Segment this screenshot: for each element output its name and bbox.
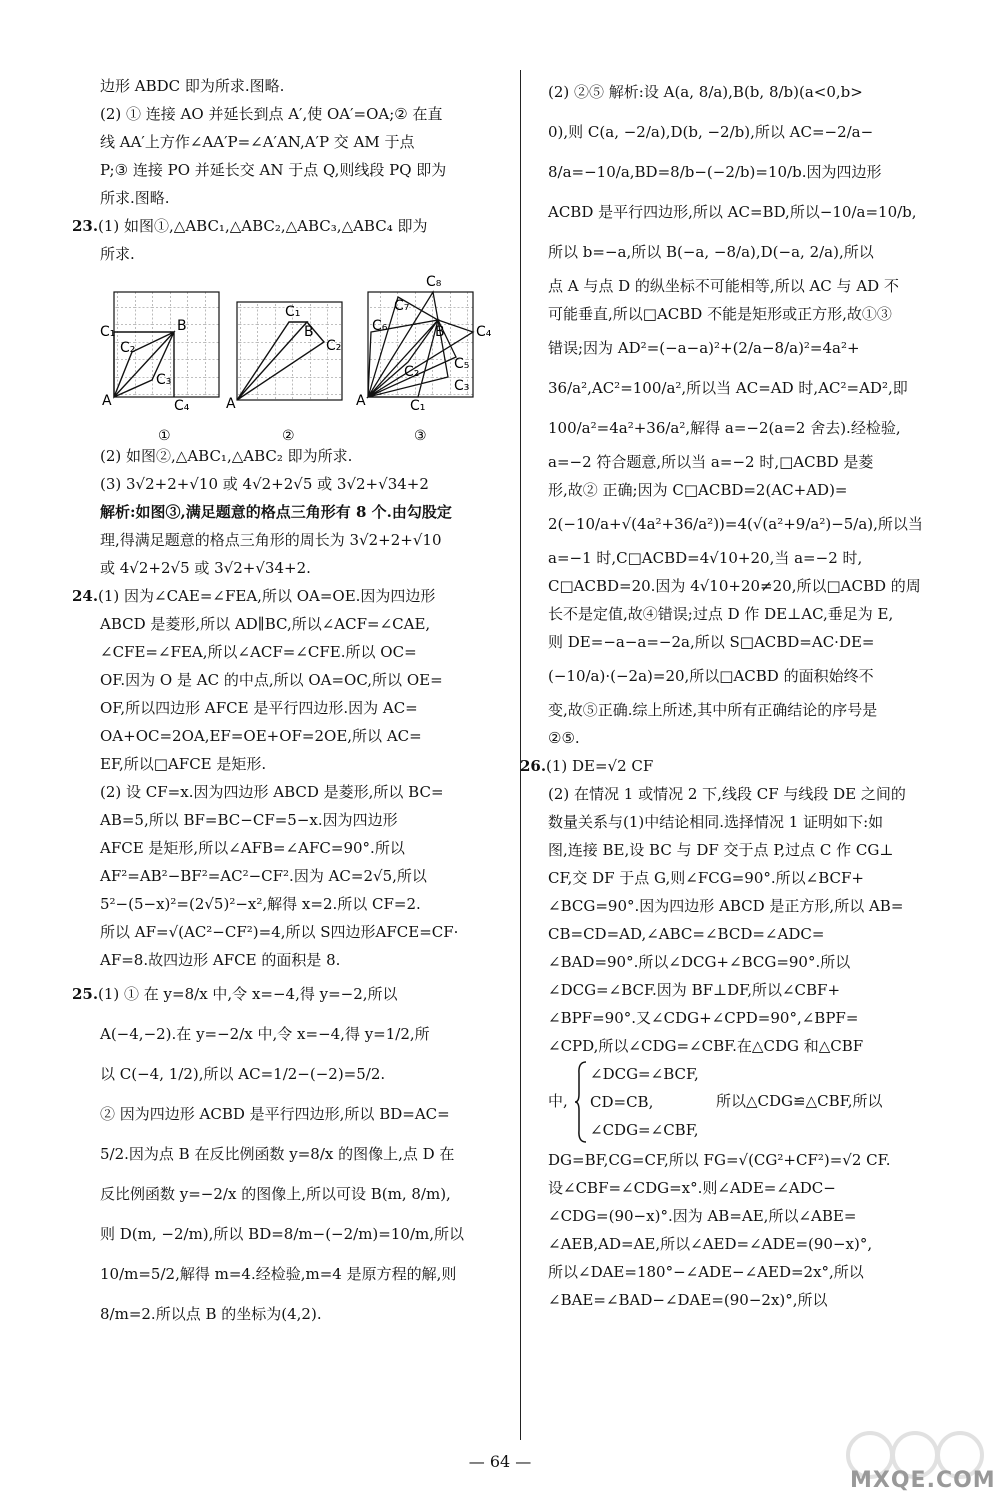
text-line: ②⑤. bbox=[548, 729, 580, 747]
text-line: 2(−10/a+√(4a²+36/a²))=4(√(a²+9/a²)−5/a),所以当 bbox=[548, 515, 923, 533]
text-line: 反比例函数 y=−2/x 的图像上,所以可设 B(m, 8/m), bbox=[100, 1185, 451, 1203]
text-line: 错误;因为 AD²=(−a−a)²+(2/a−8/a)²=4a²+ bbox=[548, 339, 860, 357]
text-line: 形,故② 正确;因为 C□ACBD=2(AC+AD)= bbox=[548, 481, 848, 499]
label-C4: C₄ bbox=[174, 398, 190, 414]
text-span: (1) DE=√2 CF bbox=[546, 757, 654, 775]
text-line: 以 C(−4, 1/2),所以 AC=1/2−(−2)=5/2. bbox=[100, 1065, 386, 1083]
grid-figures bbox=[100, 272, 500, 442]
text-line: CF,交 DF 于点 G,则∠FCG=90°.所以∠BCF+ bbox=[548, 869, 864, 887]
text-line: 100/a²=4a²+36/a²,解得 a=−2(a=2 舍去).经检验, bbox=[548, 419, 901, 437]
question-number: 24. bbox=[72, 587, 99, 605]
text-line: ∠CPD,所以∠CDG=∠CBF.在△CDG 和△CBF bbox=[548, 1037, 864, 1055]
left-column bbox=[72, 72, 500, 1334]
question-23-line bbox=[72, 212, 500, 240]
text-line: 设∠CBF=∠CDG=x°.则∠ADE=∠ADC− bbox=[548, 1179, 836, 1197]
text-line: a=−1 时,C□ACBD=4√10+20,当 a=−2 时, bbox=[548, 549, 863, 567]
question-number: 23. bbox=[72, 217, 99, 235]
text-line: (2) ②⑤ 解析:设 A(a, 8/a),B(b, 8/b)(a<0,b> bbox=[548, 83, 863, 101]
text-line: AF²=AB²−BF²=AC²−CF².因为 AC=2√5,所以 bbox=[100, 867, 427, 885]
text-line: 0),则 C(a, −2/a),D(b, −2/b),所以 AC=−2/a− bbox=[548, 123, 874, 141]
question-25-line bbox=[72, 974, 500, 1014]
text-line: CB=CD=AD,∠ABC=∠BCD=∠ADC= bbox=[548, 925, 825, 943]
text-line: 5/2.因为点 B 在反比例函数 y=8/x 的图像上,点 D 在 bbox=[100, 1145, 455, 1163]
text-line: 10/m=5/2,解得 m=4.经检验,m=4 是原方程的解,则 bbox=[100, 1265, 457, 1283]
text-line: ∠CFE=∠FEA,所以∠ACF=∠CFE.所以 OC= bbox=[100, 643, 417, 661]
label-B: B bbox=[304, 324, 314, 340]
text-line: A(−4,−2).在 y=−2/x 中,令 x=−4,得 y=1/2,所 bbox=[100, 1025, 430, 1043]
label-B: B bbox=[435, 324, 445, 340]
system-conclusion: 所以△CDG≌△CBF,所以 bbox=[716, 1092, 883, 1110]
text-line: 可能垂直,所以□ACBD 不能是矩形或正方形,故①③ bbox=[548, 305, 892, 323]
text-line: ∠CDG=(90−x)°.因为 AB=AE,所以∠ABE= bbox=[548, 1207, 857, 1225]
text-line: 数量关系与(1)中结论相同.选择情况 1 证明如下:如 bbox=[548, 813, 884, 831]
text-line: (2) 在情况 1 或情况 2 下,线段 CF 与线段 DE 之间的 bbox=[548, 785, 906, 803]
system-row: ∠DCG=∠BCF, bbox=[590, 1065, 699, 1083]
text-line: (2) 设 CF=x.因为四边形 ABCD 是菱形,所以 BC= bbox=[100, 783, 444, 801]
text-span: (1) 因为∠CAE=∠FEA,所以 OA=OE.因为四边形 bbox=[98, 587, 436, 605]
figure-caption-3: ③ bbox=[414, 428, 427, 444]
figure-3 bbox=[356, 274, 492, 444]
text-line: 图,连接 BE,设 BC 与 DF 交于点 P,过点 C 作 CG⊥ bbox=[548, 841, 894, 859]
text-line: 则 D(m, −2/m),所以 BD=8/m−(−2/m)=10/m,所以 bbox=[100, 1225, 464, 1243]
text-line: 8/a=−10/a,BD=8/b−(−2/b)=10/b.因为四边形 bbox=[548, 163, 882, 181]
label-C6: C₆ bbox=[372, 318, 388, 334]
question-24-line bbox=[72, 582, 500, 610]
text-span: (1) 如图①,△ABC₁,△ABC₂,△ABC₃,△ABC₄ 即为 bbox=[98, 217, 428, 235]
text-line: (3) 3√2+2+√10 或 4√2+2√5 或 3√2+√34+2 bbox=[100, 475, 429, 493]
label-C2: C₂ bbox=[120, 340, 136, 356]
text-line: 所以 AF=√(AC²−CF²)=4,所以 S四边形AFCE=CF· bbox=[100, 923, 459, 941]
text-line: 36/a²,AC²=100/a²,所以当 AC=AD 时,AC²=AD²,即 bbox=[548, 379, 908, 397]
text-line: 所以∠DAE=180°−∠ADE−∠AED=2x°,所以 bbox=[548, 1263, 864, 1281]
text-line: ∠AEB,AD=AE,所以∠AED=∠ADE=(90−x)°, bbox=[548, 1235, 873, 1253]
figure-2 bbox=[226, 302, 342, 444]
label-C5: C₅ bbox=[454, 356, 470, 372]
text-line: OA+OC=2OA,EF=OE+OF=2OE,所以 AC= bbox=[100, 727, 422, 745]
brace-icon bbox=[574, 1060, 588, 1144]
question-number: 26. bbox=[520, 757, 547, 775]
text-line: AB=5,所以 BF=BC−CF=5−x.因为四边形 bbox=[100, 811, 398, 829]
text-line: EF,所以□AFCE 是矩形. bbox=[100, 755, 267, 773]
text-line: 8/m=2.所以点 B 的坐标为(4,2). bbox=[100, 1305, 322, 1323]
system-prefix: 中, bbox=[548, 1092, 568, 1110]
question-26-line bbox=[520, 752, 948, 780]
system-row: ∠CDG=∠CBF, bbox=[590, 1121, 699, 1139]
label-C2: C₂ bbox=[326, 338, 342, 354]
text-line: 解析:如图③,满足题意的格点三角形有 8 个.由勾股定 bbox=[100, 503, 452, 521]
figure-1 bbox=[100, 292, 219, 444]
text-line: 所求. bbox=[100, 245, 135, 263]
text-line: (2) ① 连接 AO 并延长到点 A′,使 OA′=OA;② 在直 bbox=[100, 105, 443, 123]
text-line: ∠DCG=∠BCF.因为 BF⊥DF,所以∠CBF+ bbox=[548, 981, 841, 999]
text-line: C□ACBD=20.因为 4√10+20≠20,所以□ACBD 的周 bbox=[548, 577, 921, 595]
figure-caption-2: ② bbox=[282, 428, 295, 444]
page-number: — 64 — bbox=[468, 1452, 532, 1471]
text-line: a=−2 符合题意,所以当 a=−2 时,□ACBD 是菱 bbox=[548, 453, 874, 471]
label-C1: C₁ bbox=[100, 324, 116, 340]
question-number: 25. bbox=[72, 985, 99, 1003]
text-line: P;③ 连接 PO 并延长交 AN 于点 Q,则线段 PQ 即为 bbox=[100, 161, 447, 179]
text-line: ∠BAE=∠BAD−∠DAE=(90−2x)°,所以 bbox=[548, 1291, 828, 1309]
system-row: CD=CB, bbox=[590, 1093, 654, 1111]
label-C8: C₈ bbox=[426, 274, 442, 290]
equation-system bbox=[548, 1060, 948, 1146]
text-line: DG=BF,CG=CF,所以 FG=√(CG²+CF²)=√2 CF. bbox=[548, 1151, 891, 1169]
watermark-text: MXQE.COM bbox=[850, 1468, 996, 1493]
figure-caption-1: ① bbox=[158, 428, 171, 444]
grid-figures-svg bbox=[100, 272, 500, 442]
text-line: ∠BPF=90°.又∠CDG+∠CPD=90°,∠BPF= bbox=[548, 1009, 859, 1027]
text-line: OF.因为 O 是 AC 的中点,所以 OA=OC,所以 OE= bbox=[100, 671, 443, 689]
label-C3: C₃ bbox=[454, 378, 470, 394]
text-line: 则 DE=−a−a=−2a,所以 S□ACBD=AC·DE= bbox=[548, 633, 875, 651]
text-line: 线 AA′上方作∠AA′P=∠A′AN,A′P 交 AM 于点 bbox=[100, 133, 415, 151]
text-line: 理,得满足题意的格点三角形的周长为 3√2+2+√10 bbox=[100, 531, 442, 549]
text-line: (−10/a)·(−2a)=20,所以□ACBD 的面积始终不 bbox=[548, 667, 874, 685]
text-line: 或 4√2+2√5 或 3√2+√34+2. bbox=[100, 559, 311, 577]
text-line: 5²−(5−x)²=(2√5)²−x²,解得 x=2.所以 CF=2. bbox=[100, 895, 421, 913]
text-line: ∠BCG=90°.因为四边形 ABCD 是正方形,所以 AB= bbox=[548, 897, 904, 915]
label-B: B bbox=[177, 318, 187, 334]
label-C2: C₂ bbox=[404, 364, 420, 380]
label-A: A bbox=[102, 393, 112, 409]
label-A: A bbox=[226, 396, 236, 412]
label-C1: C₁ bbox=[410, 398, 426, 414]
text-line: ABCD 是菱形,所以 AD∥BC,所以∠ACF=∠CAE, bbox=[100, 615, 431, 633]
label-C4: C₄ bbox=[476, 324, 492, 340]
text-line: 所求.图略. bbox=[100, 189, 170, 207]
text-span: (1) ① 在 y=8/x 中,令 x=−4,得 y=−2,所以 bbox=[98, 985, 398, 1003]
text-line: AF=8.故四边形 AFCE 的面积是 8. bbox=[100, 951, 341, 969]
text-line: AFCE 是矩形,所以∠AFB=∠AFC=90°.所以 bbox=[100, 839, 405, 857]
text-line: 长不是定值,故④错误;过点 D 作 DE⊥AC,垂足为 E, bbox=[548, 605, 894, 623]
label-C7: C₇ bbox=[394, 298, 410, 314]
text-line: ∠BAD=90°.所以∠DCG+∠BCG=90°.所以 bbox=[548, 953, 851, 971]
text-line: 变,故⑤正确.综上所述,其中所有正确结论的序号是 bbox=[548, 701, 878, 719]
text-line: 所以 b=−a,所以 B(−a, −8/a),D(−a, 2/a),所以 bbox=[548, 243, 874, 261]
label-C3: C₃ bbox=[156, 372, 172, 388]
text-line: ACBD 是平行四边形,所以 AC=BD,所以−10/a=10/b, bbox=[548, 203, 917, 221]
text-line: 边形 ABDC 即为所求.图略. bbox=[100, 77, 285, 95]
label-A: A bbox=[356, 393, 366, 409]
text-line: OF,所以四边形 AFCE 是平行四边形.因为 AC= bbox=[100, 699, 418, 717]
text-line: ② 因为四边形 ACBD 是平行四边形,所以 BD=AC= bbox=[100, 1105, 450, 1123]
label-C1: C₁ bbox=[285, 304, 301, 320]
text-line: 点 A 与点 D 的纵坐标不可能相等,所以 AC 与 AD 不 bbox=[548, 277, 899, 295]
right-column bbox=[520, 72, 948, 1314]
text-line: (2) 如图②,△ABC₁,△ABC₂ 即为所求. bbox=[100, 447, 353, 465]
